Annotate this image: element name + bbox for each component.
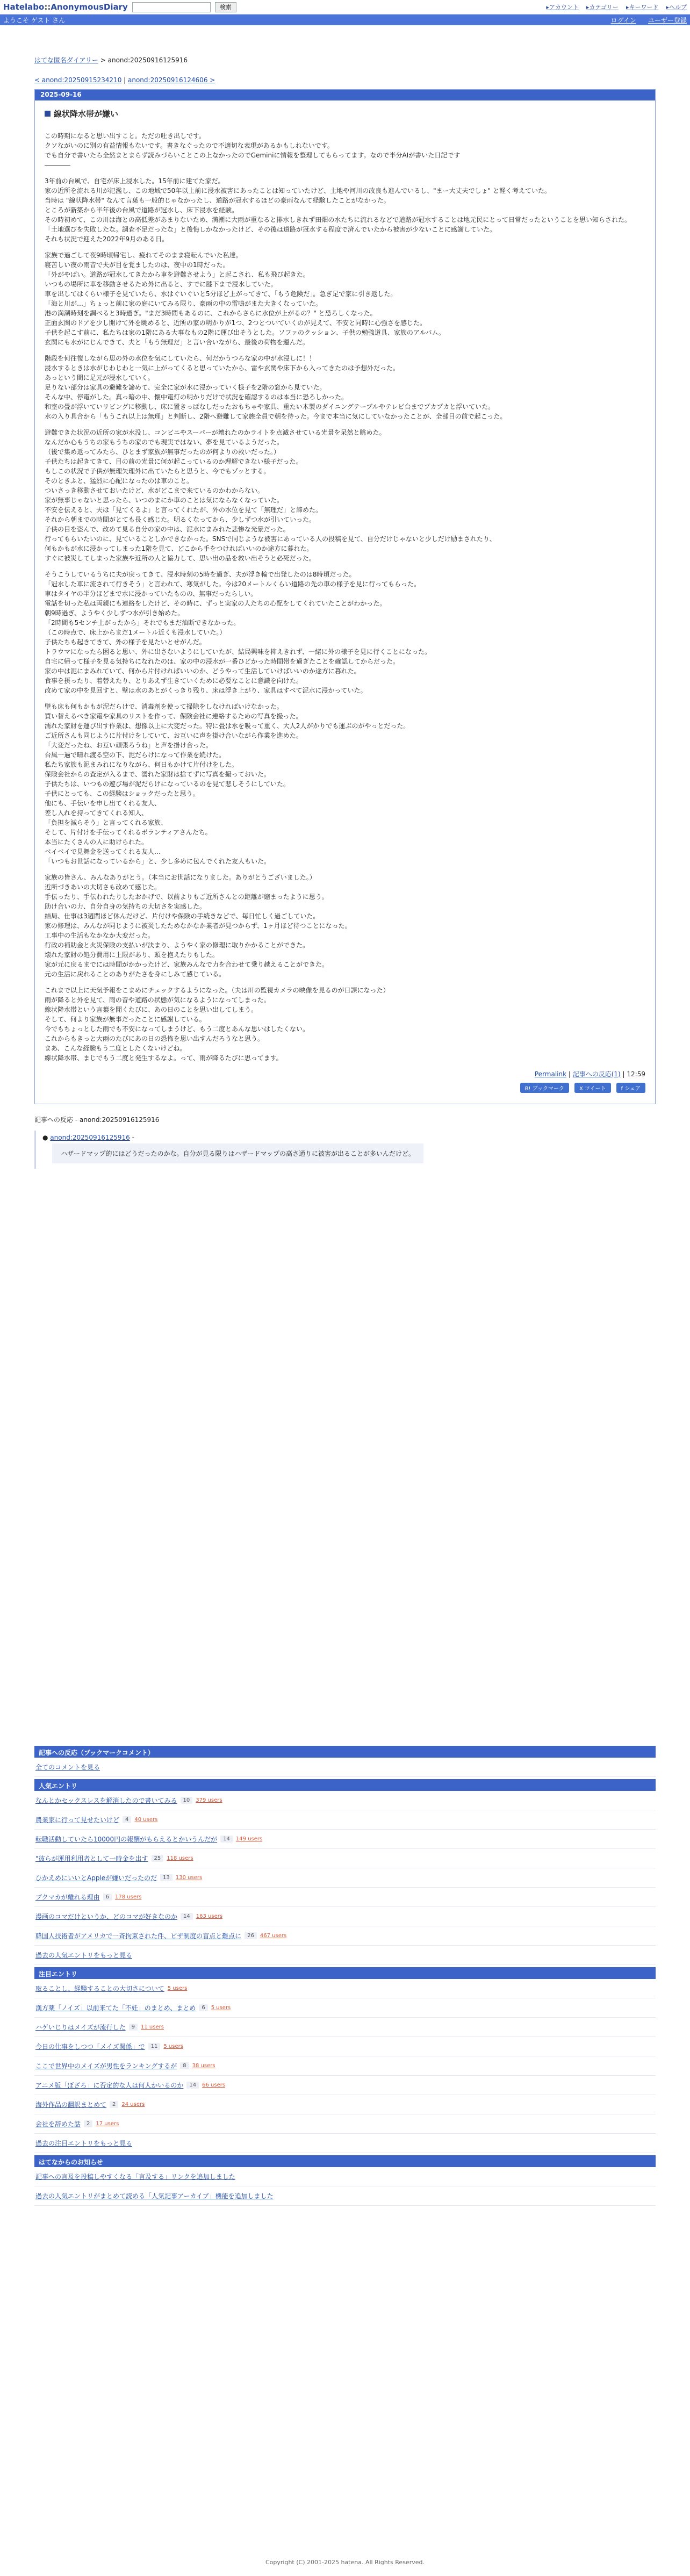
arrow-icon: ▸ [586, 4, 590, 11]
panel-title: 注目エントリ [34, 1967, 656, 1979]
comment-count: 14 [186, 2082, 199, 2089]
list-item[interactable]: 今日の仕事をしつつ「メイズ関係」で 11 5 users [34, 2037, 656, 2056]
users-badge[interactable]: 17 users [96, 2121, 119, 2127]
comment-count: 26 [245, 1932, 257, 1939]
panel-news [34, 2155, 656, 2206]
welcome-text: ようこそ ゲスト さん [3, 16, 66, 24]
users-badge[interactable]: 5 users [167, 1985, 188, 1991]
list-item[interactable]: 転職活動していたら10000円の報酬がもらえるとかいうんだが 14 149 users [34, 1830, 656, 1849]
users-badge[interactable]: 66 users [202, 2082, 226, 2088]
category-link[interactable]: ▸カテゴリー [586, 4, 619, 11]
entry-paragraph: 壁も床も何もかもが泥だらけで、消毒剤を使って掃除をしなければいけなかった。 買い替えるべき家電や家具のリストを作って、保険会社に連絡するための写真を撮った。 濡れた家財を運び出す作業は、想像以上に大変だった。特に畳は水を吸って重く、大人2人がかりでも運ぶのがやっとだった。 ご近所さんも同じように片付けをしていて、お互いに声を掛け合いながら作業を進めた。 「大変だったね、お互い頑張ろうね」と声を掛け合った。 台風一過で晴れ渡る空の下、泥だらけになって作業を続けた。 私たち家族も泥まみれになりながら、何日もかけて片付けをした。 保険会社からの査定が入るまで、濡れた家財は捨てずに写真を撮っておいた。 子供たちは、いつもの遊び場が泥だらけになっているのを見て悲しそうにしていた。 子供にとっても、この経験はショックだったと思う。 他にも、手伝いを申し出てくれる友人、 差し入れを持ってきてくれる知人、 「負担を減らそう」と言ってくれる家族、 そして、片付けを手伝ってくれるボランティアさんたち。 本当にたくさんの人に助けられた。 ベイベイで見舞金を送ってくれる友人… 「いつもお世話になっているから」と、少し多めに包んでくれた友人もいた。 [45, 703, 410, 865]
users-badge[interactable]: 24 users [121, 2102, 145, 2107]
site-logo[interactable]: Hatelabo::AnonymousDiary [3, 2, 128, 12]
square-icon [45, 111, 51, 117]
next-link[interactable]: anond:20250916124606 > [128, 76, 215, 84]
login-link[interactable]: ログイン [610, 16, 636, 24]
arrow-icon: ▸ [666, 4, 669, 11]
bullet-icon: ● [42, 1134, 51, 1141]
bookmark-reactions-link[interactable]: 記事への反応(1) [572, 1070, 621, 1078]
share-buttons [35, 1078, 655, 1104]
entry-footer: Permalink | 記事への反応(1) | 12:59 [534, 1070, 645, 1078]
day-date: 2025-09-16 [35, 90, 655, 100]
entry-paragraph: 階段を何往復しながら思の外の水位を気にしていたら、何だかうつろな家の中が水浸しに！！ 浸水するときは水がじわじわと一気に上がってくると思っていたから、雷や玄関や床下から入ってきたのは予想外だった。 あっという間に足元が浸水していく。 足りない部分は家具の避難を諦めて、完全に家が水に浸かっていく様子を2階の窓から見ていた。 そんな中、停電がした。真っ暗の中、懐中電灯の明かりだけで状況を確認するのは本当に恐ろしかった。 和室の畳が浮いていリビングに移動し、床に置きっぱなしだったおもちゃや家具、重たい木製のダイニングテーブルやテレビ台までプカプカと浮いていた。 水の入り具合から「もうこれ以上は無理」と判断し、2階へ避難して家族全員で朝を待った。今まで本当に気にしていなかったことが、全部目の前で起こった。 [45, 355, 507, 420]
tweet-button[interactable]: X ツイート [574, 1083, 611, 1093]
list-item[interactable]: 漢方薬「ノイズ」以前来てた「不妊」のまとめ、まとめ 6 5 users [34, 1998, 656, 2018]
entry-paragraph: 避難できた状況の近所の家が水没し、コンビニやスーパーが壊れたのかライトを点滅させている光景を呆然と眺めた。 なんだか心もうちの家もうちの家のでも現実ではない、夢を見ているようだった。 （後で集め返ってみたら、ひとまず家族が無事だったのが何よりの救いだった。） 子供たちは起きてきて、目の前の光景に何が起こっているのか理解できない様子だった。 もしこの状況で子供が無理矢理外に出ていたらと思うと、今でもゾッとする。 そのときふと、猛烈に心配になったのは車のこと。 ついさっき移動させておいたけど、水がどこまで来ているのかわからない。 家が無事じゃないと思ったら、いつのまにか車のことは気にならなくなっていた。 不安を伝えると、夫は「見てくるよ」と言ってくれたが、外の水位を見て「無理だ」と諦めた。 それから朝までの時間がとても長く感じた。明るくなってから、少しずつ水が引いていった。 子供の目を盗んで、改めて見る自分の家の中は、泥水にまみれた悲惨な光景だった。 行ってもらいたいのに、見ていることしかできなかった。SNSで同じような被害にあっている人の投稿を見て、自分だけじゃないと少しだけ励まされたり、 何もかもが水に浸かってしまった1階を見て、どこから手をつければいいのか途方に暮れた。 すぐに被災してしまった家族や近所の人と協力して、思い出の品を救い出そうと必死だった。 [45, 429, 496, 562]
users-badge[interactable]: 38 users [192, 2063, 215, 2069]
list-item[interactable]: "彼らが運用利用者として一時金を出す 25 118 users [34, 1849, 656, 1868]
panel-popular [34, 1779, 656, 1965]
users-badge[interactable]: 467 users [260, 1933, 287, 1939]
panel-title: 人気エントリ [34, 1779, 656, 1791]
list-item[interactable]: ブクマカが離れる理由 6 178 users [34, 1888, 656, 1907]
panel-title: 記事への反応（ブックマークコメント） [34, 1746, 656, 1758]
user-bar [0, 15, 690, 25]
list-item[interactable]: 会社を辞めた話 2 17 users [34, 2114, 656, 2134]
account-link[interactable]: ▸アカウント [546, 4, 579, 11]
comment-count: 10 [181, 1797, 193, 1804]
panel-bookmark-comments [34, 1746, 656, 1777]
breadcrumb-current: anond:20250916125916 [107, 56, 188, 64]
hatena-bookmark-button[interactable]: B! ブックマーク [520, 1083, 569, 1093]
entry-section [35, 100, 655, 1078]
permalink[interactable]: Permalink [534, 1070, 567, 1078]
comment-count: 2 [84, 2120, 92, 2127]
help-link[interactable]: ▸ヘルプ [666, 4, 687, 11]
users-badge[interactable]: 5 users [163, 2043, 183, 2049]
day-box [34, 89, 656, 1104]
users-badge[interactable]: 40 users [134, 1817, 158, 1823]
list-item[interactable]: 農業家に行って見せたいけど 4 40 users [34, 1810, 656, 1830]
list-item[interactable]: 漫画のコマだけというか、どのコマが好きなのか 14 163 users [34, 1907, 656, 1926]
users-badge[interactable]: 379 users [196, 1797, 222, 1803]
users-badge[interactable]: 5 users [211, 2005, 231, 2011]
comment-count: 4 [123, 1816, 131, 1823]
reference-item: ● anond:20250916125916 - ハザードマップ的にはどうだったのかな。自分が見る限りはハザードマップの高さ通りに被害が出ることが多いんだけど。 [34, 1131, 656, 1169]
panel-title: はてなからのお知らせ [34, 2155, 656, 2167]
users-badge[interactable]: 130 users [175, 1875, 203, 1881]
entry-time: 12:59 [627, 1070, 645, 1078]
comment-count: 25 [152, 1855, 164, 1862]
entry-paragraph: これまで以上に天気予報をこまめにチェックするようになった。（夫は川の監視カメラの映像を見るのが日課になった） 雨が降ると外を見て、雨の音や道路の状態が気になるようになってしまった。 線状降水帯という言葉を聞くたびに、あの日のことを思い出してしまう。 そして、何より家族が無事だったことに感謝している。 今でもちょっとした雨でも不安になってしまうけど、もう二度とあんな思いはしたくない。 これからもきっと大雨のたびにあの日の恐怖を思い出すんだろうなと思う。 まあ、こんな経験もう二度としたくないけどね。 線状降水帯、まじでもう二度と発生するなよ。って、雨が降るたびに思ってます。 [45, 987, 390, 1062]
entry-paragraph: この時期になると思い出すこと。ただの吐き出しです。 クソながいのに別の有益情報もないです。書きなぐったので不適切な表現があるかもしれないです。 でも自分で書いたら全然まとまらず読みづらいことこの上なかったのでGeminiに情報を整理してもらってます。なので半分AIが書いた日記です ―――― [45, 132, 461, 169]
site-header [0, 0, 690, 15]
users-badge[interactable]: 118 users [167, 1855, 193, 1861]
entry-body [45, 131, 645, 1063]
list-item[interactable]: ここで世界中のメイズが男性をランキングするが 8 38 users [34, 2056, 656, 2076]
references-heading: 記事への反応 - anond:20250916125916 [34, 1116, 160, 1124]
panel-notable [34, 1967, 656, 2153]
side-panels [34, 1746, 656, 2206]
users-badge[interactable]: 11 users [141, 2024, 164, 2030]
list-item[interactable]: 過去の注目エントリをもっと見る [34, 2134, 656, 2153]
breadcrumb: はてな匿名ダイアリー > anond:20250916125916 [34, 56, 188, 64]
comment-count: 2 [110, 2101, 118, 2108]
facebook-share-button[interactable]: f シェア [616, 1083, 646, 1093]
list-item[interactable]: 取ることし、経験することの大切さについて 5 users [34, 1979, 656, 1998]
keyword-link[interactable]: ▸キーワード [626, 4, 659, 11]
comment-count: 11 [148, 2043, 161, 2050]
pager: < anond:20250915234210 | anond:20250916124606 > [34, 76, 215, 84]
entry-title[interactable]: 線状降水帯が嫌い [45, 108, 645, 119]
list-item[interactable]: 韓国人技術者がアメリカで一斉拘束された件、ビザ制度の盲点と難点に 26 467 users [34, 1926, 656, 1946]
comment-count: 6 [199, 2004, 207, 2011]
comment-count: 14 [220, 1836, 233, 1843]
list-item[interactable]: なんとかセックスレスを解消したので書いてみる 10 379 users [34, 1791, 656, 1810]
comment-count: 13 [160, 1874, 172, 1881]
list-item[interactable]: 海外作品の翻訳まとめて 2 24 users [34, 2095, 656, 2114]
list-item[interactable]: 記事への言及を投稿しやすくなる「言及する」リンクを追加しました [34, 2167, 656, 2186]
list-item[interactable]: 過去の人気エントリがまとめて読める「人気記事アーカイブ」機能を追加しました [34, 2186, 656, 2206]
users-badge[interactable]: 149 users [235, 1836, 263, 1842]
list-item[interactable]: ハゲいじりはメイズが流行した 9 11 users [34, 2018, 656, 2037]
users-badge[interactable]: 178 users [115, 1894, 142, 1900]
comment-count: 14 [181, 1913, 193, 1920]
list-item[interactable]: アニメ版「ぼざろ」に否定的な人は何人かいるのか 14 66 users [34, 2076, 656, 2095]
search-input[interactable] [132, 2, 211, 12]
breadcrumb-home[interactable]: はてな匿名ダイアリー [34, 56, 98, 64]
signup-link[interactable]: ユーザー登録 [648, 16, 687, 24]
users-badge[interactable]: 163 users [196, 1913, 223, 1919]
list-item[interactable]: ひかえめにいいとAppleが嫌いだったのだ 13 130 users [34, 1868, 656, 1888]
entry-paragraph: 3年前の台風で、自宅が床上浸水した。15年前に建てた家だ。 家の近所を流れる川が氾濫し、この地域で50年以上前に浸水被害にあったことは知っていたけど、土地や河川の改良も進んでいるし、"まー大丈夫でしょ" と軽く考えていた。 当時は "線状降水帯" なんて言葉も一般的じゃなかったし、道路が冠水するほどの豪雨なんて経験したことがなかった。 ところが新築から半年後の台風で道路が冠水し、床下浸水を経験。 その時初めて、この川は海との高低差があまりないため、満潮に大雨が重なると排水しきれず田畑の水たちに流れるなどで道路が冠水することは地元民にとって日常だったということを思い知らされた。 「土地選びを失敗したな。調査不足だったな」と後悔しかなかったけど、その後は道路が冠水する程度で済んでいたから被害が少ないことに感謝していた。 それも状況で迎えた2022年9月のある日。 [45, 177, 631, 243]
copyright: Copyright (C) 2001-2025 hatena. All Rights Reserved. [265, 2559, 425, 2566]
arrow-icon: ▸ [546, 4, 549, 11]
prev-link[interactable]: < anond:20250915234210 [34, 76, 122, 84]
entry-paragraph: 家族で過ごして夜9時頃帰宅し、疲れてそのまま寝転んでいた私達。 寝苦しい夜の雨音で夫が目を覚ましたのは、夜中の1時だった。 「外がやばい。道路が冠水してきたから車を避難させよう」と起こされ、私も飛び起きた。 いつもの場所に車を移動させるため外に出ると、すでに膝下まで浸水していた。 車を出してはくらい様子を見ていたら、水はぐいぐいと5分ほど上がってきて、「もう危険だ」。急ぎ足で家に引き返した。 「海と川が…」ちょっと前に家の庭にいてみる限り、豪雨の中の雷鳴がまた大きくなっていた。 港の満潮時刻を調べると3時過ぎ。"まだ3時間もあるのに、これからさらに水位が上がるの？" と恐ろしくなった。 正面玄関のドアを少し開けて外を眺めると、近所の家の明かりが1つ、2つとついていくのが見えて、不安と同時に心強さを感じた。 子供を起こす前に、私たちは家の1階にある大事なもの2階に運び出そうとした。ソファのクッション、子供の勉強道具、家族のアルバム。 玄関にも水がにじんできて、夫と「もう無理だ」と言い合いながら、最後の荷物を運んだ。 [45, 251, 445, 346]
reference-link[interactable]: anond:20250916125916 [50, 1134, 130, 1141]
entry-paragraph: 家族の皆さん、みんなありがとう。（本当にお世話になりました。ありがとうございました。） 近所づきあいの大切さも改めて感じた。 手伝ったり、手伝われたりしたおかげで、以前よりもご近所さんとの距離が縮まったように思う。 助け合いの力、自分自身の気持ちの大切さを実感した。 結局、仕事は3週間ほど休んだけど、片付けや保険の手続きなどで、毎日忙しく過ごしていた。 家の修理は、みんなが同じように被災したためなかなか業者が見つからず、1ヶ月ほど待つことになった。 工事中の生活もなかなか大変だった。 行政の補助金と火災保険の支払いが決まり、ようやく家の修理に取りかかることができた。 壊れた家財の処分費用に上限があり、頭を抱えたりもした。 家が元に戻るまでには時間がかかったけど、家族みんなで力を合わせて乗り越えることができた。 元の生活に戻れることのありがたさを身にしみて感じている。 [45, 874, 351, 978]
list-item[interactable]: 過去の人気エントリをもっと見る [34, 1946, 656, 1965]
list-item[interactable]: 全てのコメントを見る [34, 1758, 656, 1777]
reference-excerpt: ハザードマップ的にはどうだったのかな。自分が見る限りはハザードマップの高さ通りに被害が出ることが多いんだけど。 [52, 1143, 423, 1163]
comment-count: 9 [129, 2024, 138, 2031]
search-button[interactable]: 検索 [215, 2, 236, 12]
entry-paragraph: そうこうしているうちに夫が戻ってきて、浸水時刻の5時を過ぎ、夫が浮き輪で出発したのは8時頃だった。 「冠水した車に流されて行きそう」と言われて、寒気がした。今は20メートルくらい道路の先の車の様子を見に行ってもらった。 車はタイヤの半分ほどまで水に浸かっていたものの、無事だったらしい。 電話を切った私は両親にも連絡をしたけど、その時に、ずっと実家の人たちの心配をしてくれていたことがわかった。 朝9時過ぎ、ようやく少しずつ水が引き始めた。 「2時間も5センチ上がったから」それでもまだ油断できなかった。 （この時点で、床上からまだ1メートル近くも浸水していた。） 子供たちも起きてきて、外の様子を見たいとせがんだ。 トラウマになったら困ると思い、外に出さないようにしていたが、結局興味を抑えきれず、一緒に外の様子を見に行くことになった。 自宅に帰って様子を見る気持ちになれたのは、家の中の浸水が一番ひどかった時間帯を過ぎたことを確認してからだった。 家の中は泥にまみれていて、何から片付ければいいのか、どうやって生活していけばいいのか途方に暮れた。 食事を摂ったり、着替えたり、とりあえず生きていくために必要なことに意識を向けた。 改めて家の中を見回すと、壁は水のあとがくっきり残り、床は浮き上がり、家具はすべて泥水に浸かっていた。 [45, 571, 432, 694]
arrow-icon: ▸ [626, 4, 629, 11]
comment-count: 6 [103, 1894, 112, 1901]
comment-count: 8 [180, 2062, 189, 2069]
